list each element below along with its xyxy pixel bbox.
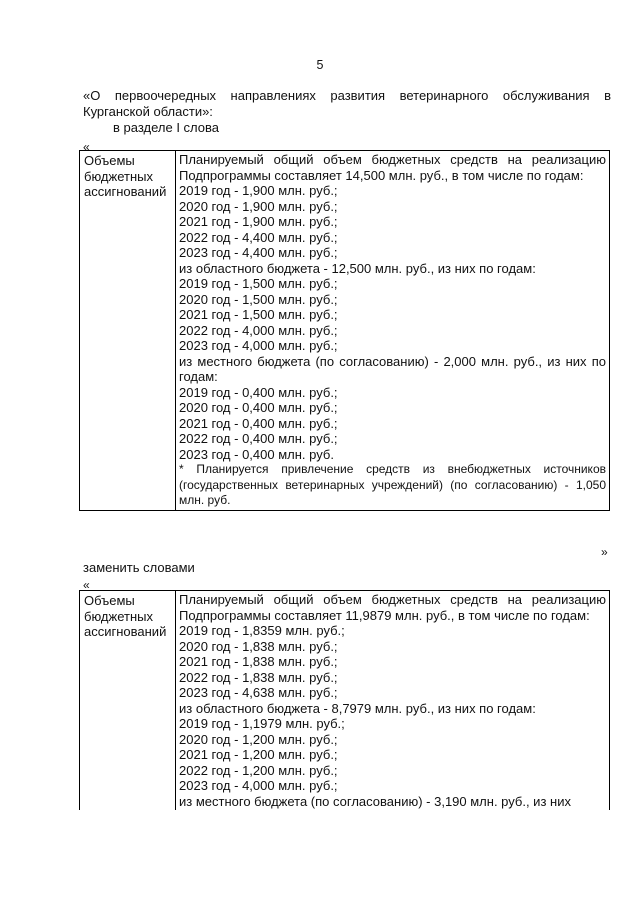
- year-line: 2019 год - 1,8359 млн. руб.;: [179, 623, 345, 638]
- label-line: ассигнований: [84, 184, 167, 199]
- document-title-reference: «О первоочередных направлениях развития ветеринарного обслуживания в Курганской области»:: [83, 88, 611, 119]
- funding-content-cell: [176, 151, 610, 511]
- year-line: 2020 год - 1,500 млн. руб.;: [179, 291, 338, 307]
- year-line: 2022 год - 4,000 млн. руб.;: [179, 322, 338, 338]
- replace-words-instruction: заменить словами: [83, 560, 195, 575]
- regional-budget-header: из областного бюджета - 12,500 млн. руб., из них по годам:: [179, 260, 536, 276]
- year-line: 2023 год - 0,400 млн. руб.: [179, 446, 334, 462]
- year-line: 2021 год - 1,838 млн. руб.;: [179, 654, 338, 669]
- year-line: 2020 год - 1,900 млн. руб.;: [179, 198, 338, 214]
- year-line: 2020 год - 1,838 млн. руб.;: [179, 638, 338, 654]
- funding-summary: Планируемый общий объем бюджетных средств на реализацию Подпрограммы составляет 11,9879 млн. руб., в том числе по годам:: [179, 592, 606, 623]
- year-line: 2019 год - 1,900 млн. руб.;: [179, 183, 338, 198]
- old-funding-table: [79, 150, 610, 511]
- year-line: 2023 год - 4,000 млн. руб.;: [179, 778, 338, 793]
- label-line: Объемы: [84, 593, 135, 608]
- regional-budget-header: из областного бюджета - 8,7979 млн. руб., из них по годам:: [179, 700, 536, 716]
- year-line: 2019 год - 1,1979 млн. руб.;: [179, 716, 345, 731]
- label-line: бюджетных: [84, 168, 153, 184]
- opening-quote-1: «: [83, 140, 90, 154]
- year-line: 2023 год - 4,000 млн. руб.;: [179, 338, 338, 353]
- local-budget-header: из местного бюджета (по согласованию) - 3,190 млн. руб., из них: [179, 793, 571, 809]
- year-line: 2021 год - 1,900 млн. руб.;: [179, 214, 338, 229]
- section-reference: в разделе I слова: [113, 120, 219, 135]
- new-funding-table: [79, 590, 610, 810]
- year-line: 2021 год - 0,400 млн. руб.;: [179, 415, 338, 431]
- label-line: Объемы: [84, 153, 135, 168]
- funding-summary: Планируемый общий объем бюджетных средств на реализацию Подпрограммы составляет 14,500 млн. руб., в том числе по годам:: [179, 152, 606, 183]
- year-line: 2022 год - 1,838 млн. руб.;: [179, 669, 338, 685]
- year-line: 2021 год - 1,200 млн. руб.;: [179, 747, 338, 762]
- label-line: бюджетных: [84, 608, 153, 624]
- label-line: ассигнований: [84, 624, 167, 639]
- opening-quote-2: «: [83, 578, 90, 592]
- page-number: 5: [316, 58, 324, 72]
- year-line: 2021 год - 1,500 млн. руб.;: [179, 307, 338, 322]
- year-line: 2020 год - 0,400 млн. руб.;: [179, 400, 338, 415]
- year-line: 2022 год - 1,200 млн. руб.;: [179, 762, 338, 778]
- closing-quote: »: [601, 545, 608, 559]
- funding-label-cell: [80, 151, 176, 511]
- year-line: 2022 год - 4,400 млн. руб.;: [179, 229, 338, 245]
- local-budget-header: из местного бюджета (по согласованию) - 2,000 млн. руб., из них по годам:: [179, 353, 606, 384]
- year-line: 2023 год - 4,638 млн. руб.;: [179, 685, 338, 700]
- year-line: 2019 год - 0,400 млн. руб.;: [179, 384, 338, 400]
- year-line: 2022 год - 0,400 млн. руб.;: [179, 431, 338, 446]
- funding-label-cell: [80, 591, 176, 811]
- funding-content-cell: [176, 591, 610, 811]
- year-line: 2023 год - 4,400 млн. руб.;: [179, 245, 338, 260]
- extrabudgetary-note: * Планируется привлечение средств из внебюджетных источников (государственных ветеринарных учреждений) (по согласованию) - 1,050 млн. руб.: [179, 462, 606, 507]
- year-line: 2019 год - 1,500 млн. руб.;: [179, 276, 338, 291]
- year-line: 2020 год - 1,200 млн. руб.;: [179, 731, 338, 747]
